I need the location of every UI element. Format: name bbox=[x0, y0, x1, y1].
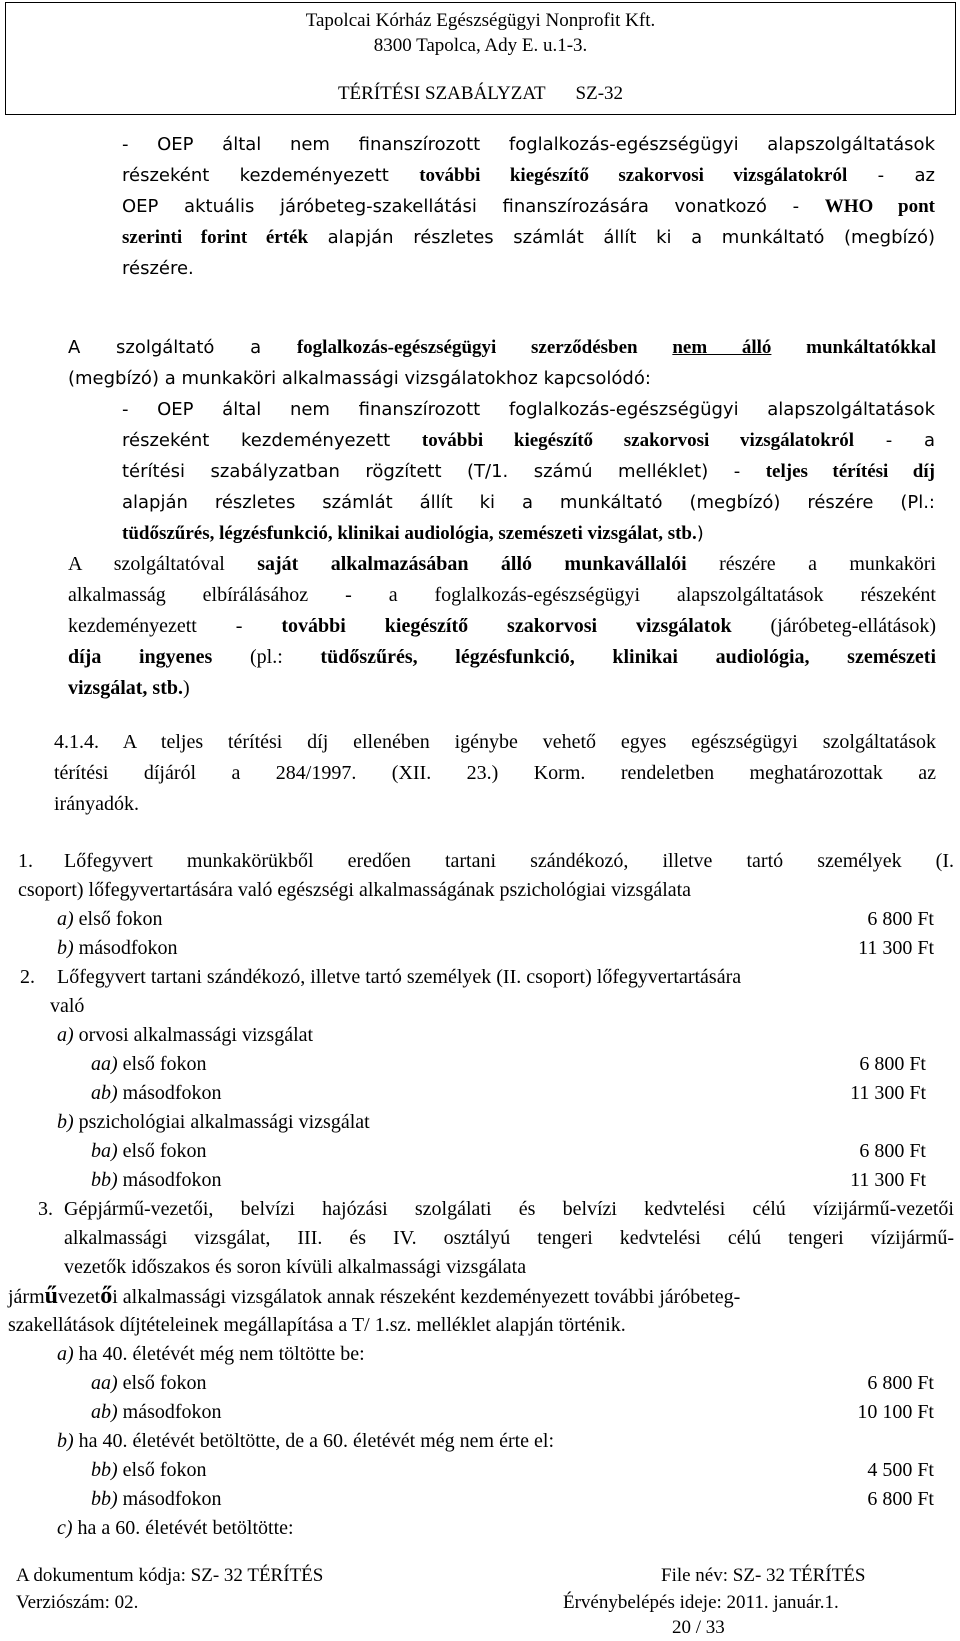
page-header bbox=[5, 2, 956, 115]
text-line: (megbízó) a munkaköri alkalmassági vizsgálatokhoz kapcsolódó: bbox=[68, 368, 651, 389]
fee-amount: 11 300 Ft bbox=[850, 1169, 926, 1191]
text-line: való bbox=[50, 995, 85, 1017]
fee-amount: 11 300 Ft bbox=[850, 1082, 926, 1104]
fee-row: b) másodfokon bbox=[57, 937, 178, 959]
footer-doc-code: A dokumentum kódja: SZ- 32 TÉRÍTÉS bbox=[16, 1565, 324, 1586]
fee-row: bb) másodfokon bbox=[91, 1488, 222, 1510]
fee-amount: 11 300 Ft bbox=[858, 937, 934, 959]
header-code: SZ-32 bbox=[575, 83, 624, 104]
fee-row: aa) első fokon bbox=[91, 1372, 207, 1394]
text-line: - OEP által nem finanszírozott foglalkozás-egészségügyi alapszolgáltatások bbox=[122, 134, 935, 155]
footer-version: Verziószám: 02. bbox=[16, 1592, 139, 1613]
fee-amount: 10 100 Ft bbox=[857, 1401, 934, 1423]
text-line: térítési szabályzatban rögzített (T/1. számú melléklet) - teljes térítési díj bbox=[122, 461, 935, 482]
text-line: térítési díjáról a 284/1997. (XII. 23.) Korm. rendeletben meghatározottak az bbox=[54, 762, 936, 784]
text-line: szerinti forint érték alapján részletes számlát állít ki a munkáltató (megbízó) bbox=[122, 227, 935, 248]
fee-amount: 6 800 Ft bbox=[859, 1140, 926, 1162]
text-line: részére. bbox=[122, 258, 194, 279]
footer-file-name: File név: SZ- 32 TÉRÍTÉS bbox=[661, 1565, 866, 1586]
header-org: Tapolcai Kórház Egészségügyi Nonprofit Kft. bbox=[305, 10, 656, 31]
text-line: vizsgálat, stb.) bbox=[68, 677, 190, 699]
header-doc-title bbox=[6, 82, 955, 106]
text-line: irányadók. bbox=[54, 793, 139, 815]
text-line: alkalmassági vizsgálat, III. és IV. osztályú tengeri kedvtelési célú tengeri vízijármű- bbox=[64, 1227, 954, 1249]
fee-row: b) ha 40. életévét betöltötte, de a 60. életévét még nem érte el: bbox=[57, 1430, 555, 1452]
text-line: alapján részletes számlát állít ki a munkáltató (megbízó) részére (Pl.: bbox=[122, 492, 935, 513]
text-line: járművezetői alkalmassági vizsgálatok annak részeként kezdeményezett további járóbeteg- bbox=[8, 1283, 741, 1309]
text-line: vezetők időszakos és soron kívüli alkalmassági vizsgálata bbox=[64, 1256, 527, 1278]
text-line: A szolgáltató a foglalkozás-egészségügyi szerződésben nem álló munkáltatókkal bbox=[68, 337, 937, 358]
fee-row: ab) másodfokon bbox=[91, 1401, 222, 1423]
list-number: 1. bbox=[18, 850, 33, 872]
header-title-text: TÉRÍTÉSI SZABÁLYZAT bbox=[337, 83, 546, 104]
text-line: szakellátások díjtételeinek megállapítása a T/ 1.sz. melléklet alapján történik. bbox=[8, 1314, 626, 1336]
list-number: 2. bbox=[20, 966, 35, 988]
fee-row: a) orvosi alkalmassági vizsgálat bbox=[57, 1024, 314, 1046]
fee-amount: 4 500 Ft bbox=[867, 1459, 934, 1481]
text-line: részeként kezdeményezett további kiegészítő szakorvosi vizsgálatokról - az bbox=[122, 165, 935, 186]
text-line: Gépjármű-vezetői, belvízi hajózási szolgálati és belvízi kedvtelési célú vízijármű-vezetői bbox=[64, 1198, 954, 1220]
footer-page-number: 20 / 33 bbox=[672, 1617, 725, 1638]
text-line: - OEP által nem finanszírozott foglalkozás-egészségügyi alapszolgáltatások bbox=[122, 399, 935, 420]
fee-row: a) első fokon bbox=[57, 908, 163, 930]
fee-row: c) ha a 60. életévét betöltötte: bbox=[57, 1517, 294, 1539]
fee-row: ba) első fokon bbox=[91, 1140, 207, 1162]
fee-row: bb) másodfokon bbox=[91, 1169, 222, 1191]
fee-amount: 6 800 Ft bbox=[867, 1488, 934, 1510]
header-address: 8300 Tapolca, Ady E. u.1-3. bbox=[373, 35, 588, 56]
list-number: 3. bbox=[38, 1198, 53, 1220]
text-line: részeként kezdeményezett további kiegészítő szakorvosi vizsgálatokról - a bbox=[122, 430, 935, 451]
text-line: Lőfegyvert munkakörükből eredően tartani szándékozó, illetve tartó személyek (I. bbox=[64, 850, 954, 872]
fee-amount: 6 800 Ft bbox=[867, 1372, 934, 1394]
text-line: OEP aktuális járóbeteg-szakellátási finanszírozására vonatkozó - WHO pont bbox=[122, 196, 935, 217]
fee-row: b) pszichológiai alkalmassági vizsgálat bbox=[57, 1111, 370, 1133]
fee-row: a) ha 40. életévét még nem töltötte be: bbox=[57, 1343, 365, 1365]
fee-amount: 6 800 Ft bbox=[859, 1053, 926, 1075]
text-line: tüdőszűrés, légzésfunkció, klinikai audiológia, szemészeti vizsgálat, stb.) bbox=[122, 523, 704, 544]
text-line: díja ingyenes (pl.: tüdőszűrés, légzésfunkció, klinikai audiológia, szemészeti bbox=[68, 646, 936, 668]
text-line: alkalmasság elbírálásához - a foglalkozás-egészségügyi alapszolgáltatások részeként bbox=[68, 584, 936, 606]
fee-row: bb) első fokon bbox=[91, 1459, 207, 1481]
fee-amount: 6 800 Ft bbox=[867, 908, 934, 930]
fee-row: ab) másodfokon bbox=[91, 1082, 222, 1104]
fee-row: aa) első fokon bbox=[91, 1053, 207, 1075]
text-line: Lőfegyvert tartani szándékozó, illetve tartó személyek (II. csoport) lőfegyvertartására bbox=[57, 966, 742, 988]
text-line: csoport) lőfegyvertartására való egészségi alkalmasságának pszichológiai vizsgálata bbox=[18, 879, 692, 901]
text-line: A szolgáltatóval saját alkalmazásában álló munkavállalói részére a munkaköri bbox=[68, 553, 936, 575]
footer-effective-date: Érvénybelépés ideje: 2011. január.1. bbox=[563, 1592, 839, 1613]
text-line: kezdeményezett - további kiegészítő szakorvosi vizsgálatok (járóbeteg-ellátások) bbox=[68, 615, 936, 637]
text-line: 4.1.4. A teljes térítési díj ellenében igénybe vehető egyes egészségügyi szolgáltatások bbox=[54, 731, 936, 753]
